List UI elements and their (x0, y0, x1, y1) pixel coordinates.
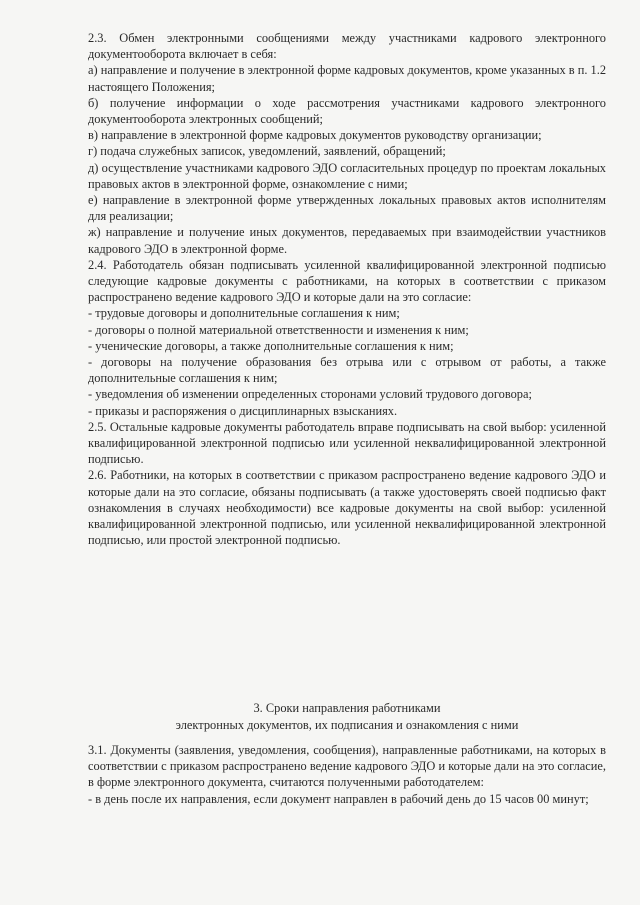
dash-item-labor-contracts: - трудовые договоры и дополнительные соглашения к ним; (88, 306, 400, 321)
section-3-heading-line1: 3. Сроки направления работниками (253, 701, 441, 715)
dash-item-liability-contracts: - договоры о полной материальной ответственности и изменения к ним; (88, 322, 469, 337)
paragraph-2-4: 2.4. Работодатель обязан подписывать усиленной квалифицированной электронной подписью следующие кадровые документы с работниками, на которых в соответствии с приказом распространено ведение кадрового ЭДО и которые дали на это согласие: (88, 257, 606, 305)
dash-item-notifications: - уведомления об изменении определенных сторонами условий трудового договора; (88, 387, 532, 402)
dash-item-disciplinary-orders: - приказы и распоряжения о дисциплинарных взысканиях. (88, 403, 398, 418)
section-3-heading (88, 700, 606, 734)
dash-item-apprentice-contracts: - ученические договоры, а также дополнительные соглашения к ним; (88, 338, 454, 353)
list-item-v: в) направление в электронной форме кадровых документов руководству организации; (88, 128, 542, 143)
paragraph-2-3: 2.3. Обмен электронными сообщениями между участниками кадрового электронного документооборота включает в себя: (88, 31, 606, 62)
list-item-b: б) получение информации о ходе рассмотрения участниками кадрового электронного документооборота электронных сообщений; (88, 95, 606, 127)
section-2-text (88, 30, 606, 549)
paragraph-2-5: 2.5. Остальные кадровые документы работодатель вправе подписывать на свой выбор: усиленной квалифицированной электронной подписью или усиленной неквалифицированной электронной подписью. (88, 419, 606, 467)
section-3-heading-line2: электронных документов, их подписания и ознакомления с ними (175, 718, 519, 732)
dash-item-next-day: - в день после их направления, если документ направлен в рабочий день до 15 часов 00 минут; (88, 791, 589, 806)
list-item-a: а) направление и получение в электронной форме кадровых документов, кроме указанных в п. 1.2 настоящего Положения; (88, 63, 607, 94)
list-item-e: е) направление в электронной форме утвержденных локальных правовых актов исполнителям для реализации; (88, 193, 606, 224)
dash-item-education-contracts: - договоры на получение образования без отрыва или с отрывом от работы, а также дополнительные соглашения к ним; (88, 355, 606, 386)
list-item-d: д) осуществление участниками кадрового ЭДО согласительных процедур по проектам локальных правовых актов в электронной форме, ознакомление с ними; (88, 160, 606, 191)
list-item-g: г) подача служебных записок, уведомлений, заявлений, обращений; (88, 144, 446, 159)
paragraph-2-6: 2.6. Работники, на которых в соответствии с приказом распространено ведение кадрового ЭДО и которые дали на это согласие, обязаны подписывать (а также удостоверять своей подписью факт ознакомления в случаях необходимости) все кадровые документы на свой выбор: усиленной квалифицированной электронной подписью, или усиленной неквалифицированной электронной подписью, или простой электронной подписью. (88, 468, 606, 548)
section-3-text (88, 742, 606, 807)
list-item-zh: ж) направление и получение иных документов, передаваемых при взаимодействии участников кадрового ЭДО в электронной форме. (88, 225, 606, 256)
paragraph-3-1: 3.1. Документы (заявления, уведомления, сообщения), направленные работниками, на которых в соответствии с приказом распространено ведение кадрового ЭДО и которые дали на это согласие, в форме электронного документа, считаются полученными работодателем: (88, 743, 606, 790)
